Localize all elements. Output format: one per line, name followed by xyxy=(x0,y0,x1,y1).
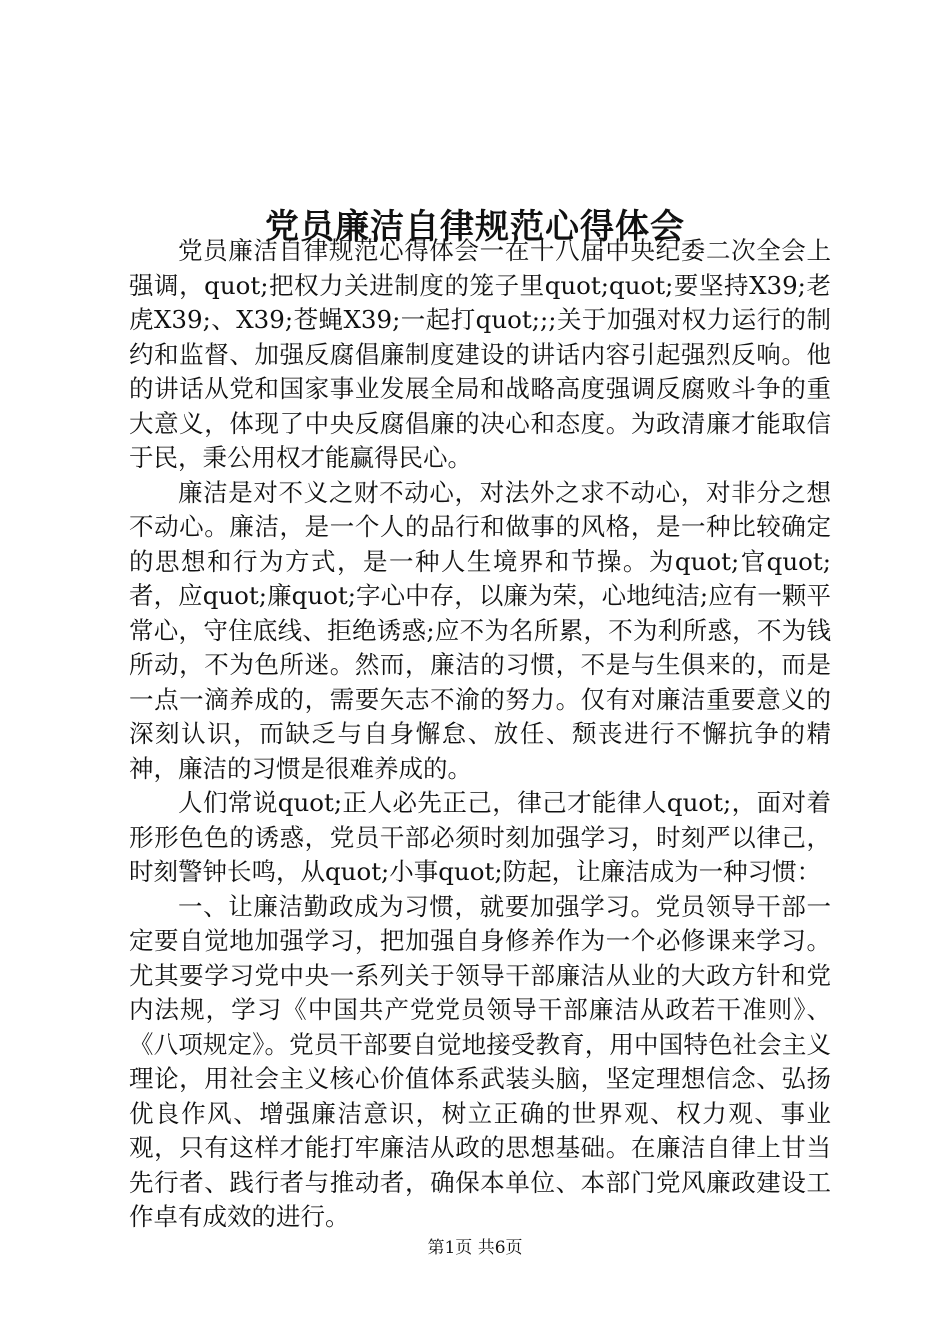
page-number-footer: 第1页 共6页 xyxy=(427,1238,523,1258)
document-body xyxy=(129,234,831,1235)
paragraph-4: 一、让廉洁勤政成为习惯，就要加强学习。党员领导干部一定要自觉地加强学习，把加强自身修养作为一个必修课来学习。尤其要学习党中央一系列关于领导干部廉洁从业的大政方针和党内法规，学习《中国共产党党员领导干部廉洁从政若干准则》、《八项规定》。党员干部要自觉地接受教育，用中国特色社会主义理论，用社会主义核心价值体系武装头脑，坚定理想信念、弘扬优良作风、增强廉洁意识，树立正确的世界观、权力观、事业观，只有这样才能打牢廉洁从政的思想基础。在廉洁自律上甘当先行者、践行者与推动者，确保本单位、本部门党风廉政建设工作卓有成效的进行。 xyxy=(129,891,831,1231)
paragraph-1: 党员廉洁自律规范心得体会一在十八届中央纪委二次全会上强调，quot;把权力关进制度的笼子里quot;quot;要坚持X39;老虎X39;、X39;苍蝇X39;一起打quot;;;关于加强对权力运行的制约和监督、加强反腐倡廉制度建设的讲话内容引起强烈反响。他的讲话从党和国家事业发展全局和战略高度强调反腐败斗争的重大意义，体现了中央反腐倡廉的决心和态度。为政清廉才能取信于民，秉公用权才能赢得民心。 xyxy=(129,236,831,472)
document-title: 党员廉洁自律规范心得体会 xyxy=(265,206,685,247)
paragraph-3: 人们常说quot;正人必先正己，律己才能律人quot;，面对着形形色色的诱惑，党员干部必须时刻加强学习，时刻严以律己，时刻警钟长鸣，从quot;小事quot;防起，让廉洁成为一种习惯： xyxy=(129,788,831,886)
paragraph-2: 廉洁是对不义之财不动心，对法外之求不动心，对非分之想不动心。廉洁，是一个人的品行和做事的风格，是一种比较确定的思想和行为方式，是一种人生境界和节操。为quot;官quot;者，应quot;廉quot;字心中存，以廉为荣，心地纯洁;应有一颗平常心，守住底线、拒绝诱惑;应不为名所累，不为利所惑，不为钱所动，不为色所迷。然而，廉洁的习惯，不是与生俱来的，而是一点一滴养成的，需要矢志不渝的努力。仅有对廉洁重要意义的深刻认识，而缺乏与自身懈怠、放任、颓丧进行不懈抗争的精神，廉洁的习惯是很难养成的。 xyxy=(129,477,831,783)
